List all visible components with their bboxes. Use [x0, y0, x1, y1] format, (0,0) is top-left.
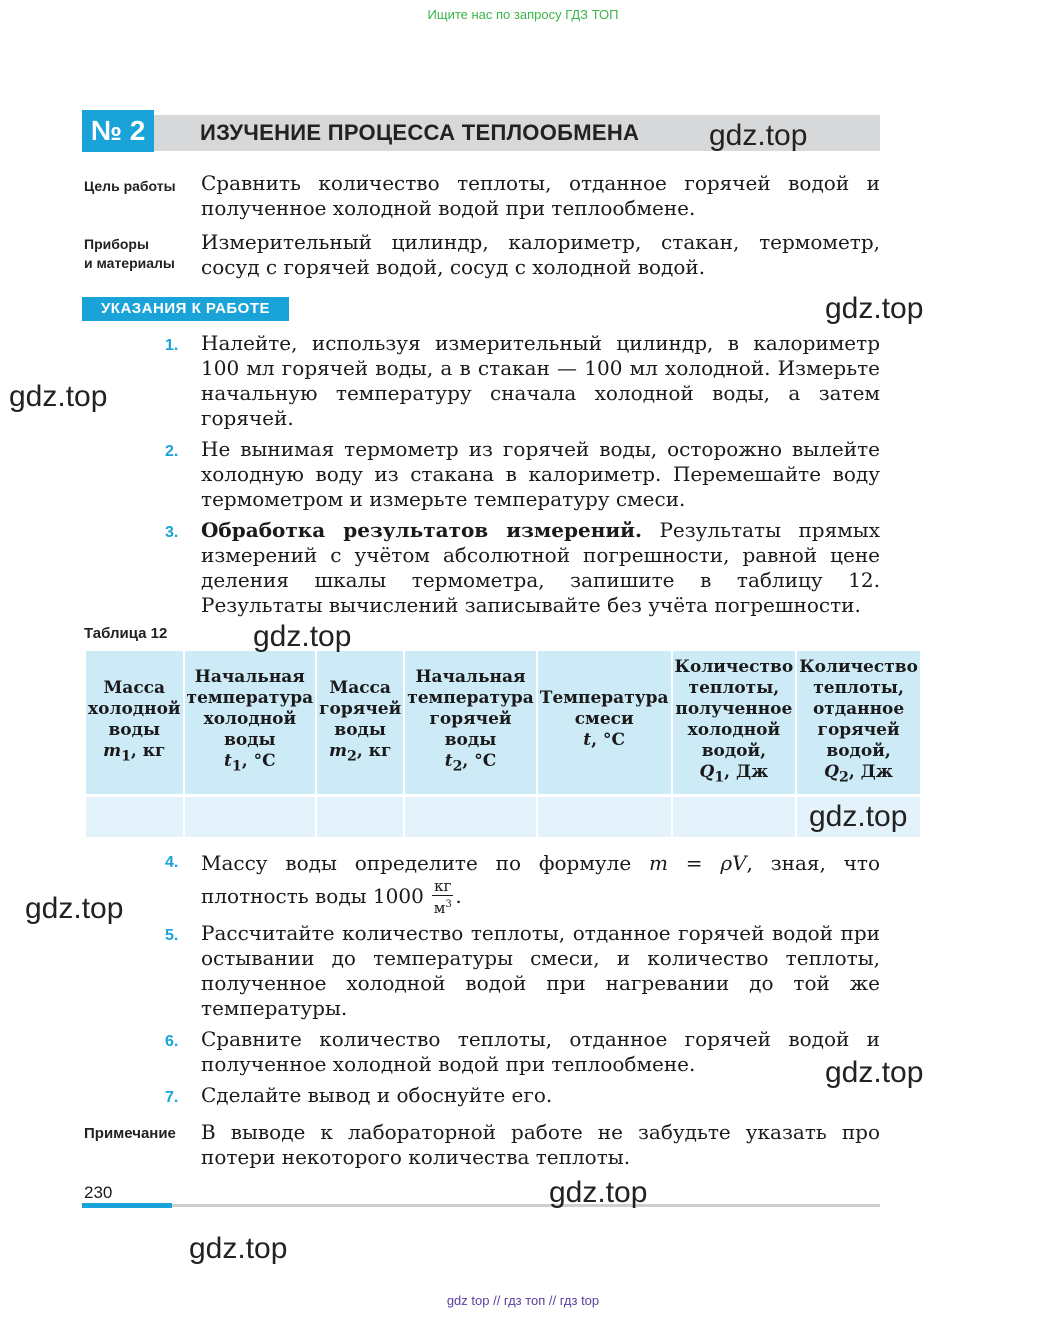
- table-header-cell: Температура смеси t, °С: [538, 651, 671, 794]
- watermark: gdz.top: [825, 1056, 924, 1089]
- formula: m = ρV: [649, 851, 747, 875]
- step-bold-heading: Обработка результатов измерений.: [201, 518, 642, 542]
- step-number: 4.: [165, 854, 179, 871]
- step-text: Налейте, используя измерительный цилиндр, в калориметр 100 мл горячей воды, а в стакан — 100 мл холодной. Измерьте начальную температуру сначала холодной воды, а затем горячей.: [201, 331, 880, 430]
- top-banner: Ищите нас по запросу ГДЗ ТОП: [427, 7, 619, 22]
- watermark: gdz.top: [9, 380, 108, 413]
- table-cell: [538, 794, 671, 837]
- watermark: gdz.top: [253, 620, 352, 653]
- goal-label: Цель работы: [84, 178, 176, 194]
- step-number: 3.: [165, 524, 179, 541]
- step-number: 2.: [165, 443, 179, 460]
- instructions-label: УКАЗАНИЯ К РАБОТЕ: [82, 297, 289, 321]
- step-number: 6.: [165, 1033, 179, 1050]
- unit-fraction: кг $м^3$: [433, 877, 452, 917]
- watermark: gdz.top: [809, 800, 908, 833]
- watermark: gdz.top: [549, 1176, 648, 1209]
- step-text: [201, 518, 880, 618]
- footer-divider: [82, 1204, 880, 1207]
- footer-accent: [82, 1203, 172, 1208]
- step-text-rest: Результаты прямых измерений с учётом абсолютной погрешности, равной цене деления шкалы термометра, запишите в таблицу 12. Результаты вычислений записывайте без учёта погрешности.: [201, 518, 880, 617]
- page-number: 230: [84, 1183, 113, 1202]
- page-title: ИЗУЧЕНИЕ ПРОЦЕССА ТЕПЛООБМЕНА: [200, 120, 640, 145]
- table-header-cell: Масса холодной воды $m_1$, кг: [86, 651, 183, 794]
- table-header-cell: Количество теплоты, полученное холодной водой, $Q_1$, Дж: [673, 651, 796, 794]
- step-number: 7.: [165, 1089, 179, 1106]
- table-header-row: [86, 651, 920, 794]
- table-empty-row: [86, 794, 920, 837]
- table-cell: [86, 794, 183, 837]
- table-header-cell: Начальная температура горячей воды $t_2$, °С: [405, 651, 536, 794]
- goal-text: Сравнить количество теплоты, отданное горячей водой и полученное холодной водой при теплообмене.: [201, 171, 880, 220]
- step-text: Не вынимая термометр из горячей воды, осторожно вылейте холодную воду из стакана в калориметр. Перемешайте воду термометром и измерьте температуру смеси.: [201, 437, 880, 511]
- table-header-cell: Начальная температура холодной воды $t_1$, °С: [185, 651, 316, 794]
- data-table: [84, 651, 922, 837]
- step-text: Сравните количество теплоты, отданное горячей водой и полученное холодной водой при теплообмене.: [201, 1027, 880, 1076]
- table-caption: Таблица 12: [84, 625, 168, 642]
- table-cell: [185, 794, 316, 837]
- table-cell: [317, 794, 403, 837]
- step-number: 5.: [165, 927, 179, 944]
- bottom-links[interactable]: gdz top // гдз топ // гдз top: [446, 1293, 600, 1308]
- note-text: В выводе к лабораторной работе не забудьте указать про потери некоторого количества теплоты.: [201, 1120, 880, 1169]
- equipment-label-2: и материалы: [84, 255, 175, 271]
- table-cell: [405, 794, 536, 837]
- step-text: Сделайте вывод и обоснуйте его.: [201, 1083, 553, 1107]
- watermark: gdz.top: [25, 892, 124, 925]
- equipment-label-1: Приборы: [84, 236, 149, 252]
- watermark: gdz.top: [189, 1232, 288, 1265]
- step-number: 1.: [165, 337, 179, 354]
- watermark: gdz.top: [709, 119, 808, 152]
- step-text: Рассчитайте количество теплоты, отданное горячей водой при остывании до температуры смеси, и количество теплоты, полученное холодной водой при нагревании до той же температуры.: [201, 921, 880, 1020]
- table-header-cell: Количество теплоты, отданное горячей водой, $Q_2$, Дж: [797, 651, 920, 794]
- table-header-cell: Масса горячей воды $m_2$, кг: [317, 651, 403, 794]
- lab-number-badge: № 2: [82, 110, 154, 152]
- equipment-text: Измерительный цилиндр, калориметр, стакан, термометр, сосуд с горячей водой, сосуд с холодной водой.: [201, 230, 880, 279]
- note-label: Примечание: [84, 1125, 176, 1142]
- table-cell: [673, 794, 796, 837]
- watermark: gdz.top: [825, 292, 924, 325]
- step-text: Массу воды определите по формуле m = ρV, зная, что плотность воды 1000 кг $м^3$ .: [201, 851, 880, 917]
